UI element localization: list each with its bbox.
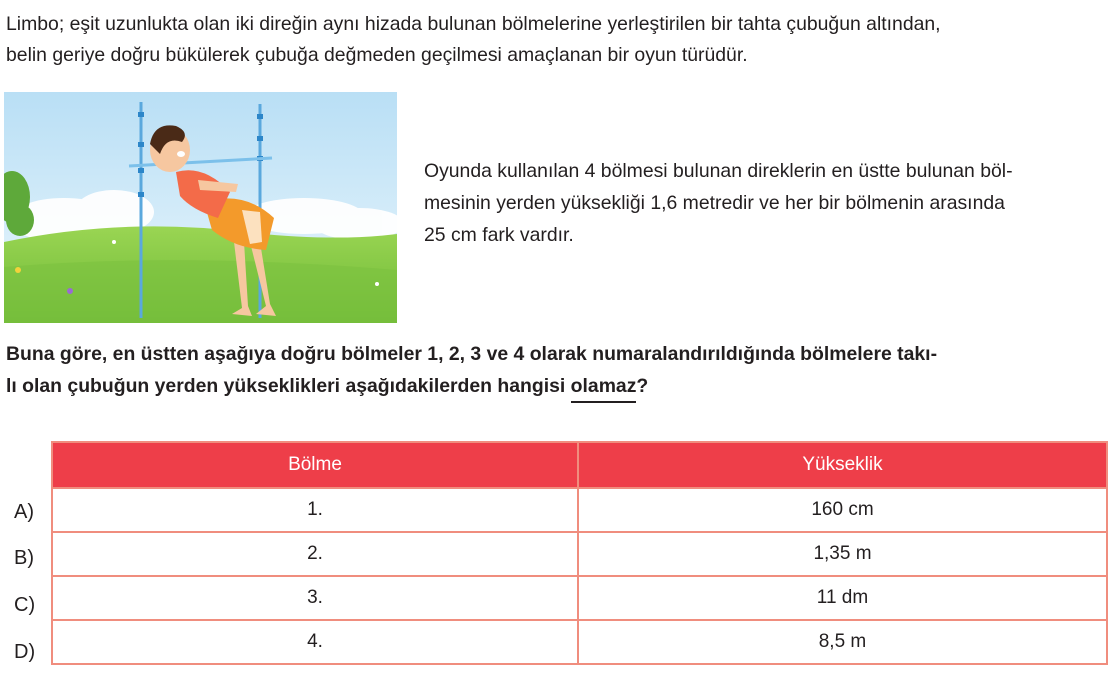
underlined-keyword: olamaz bbox=[571, 374, 637, 403]
description-line: 25 cm fark vardır. bbox=[424, 224, 574, 246]
question-mark: ? bbox=[636, 374, 649, 397]
intro-text bbox=[6, 9, 1110, 71]
height-cell: 1,35 m bbox=[578, 532, 1107, 576]
limbo-scene-image bbox=[4, 92, 397, 323]
table-header-row bbox=[52, 442, 1107, 488]
compartment-cell: 2. bbox=[52, 532, 578, 576]
intro-line: belin geriye doğru bükülerek çubuğa değmeden geçilmesi amaçlanan bir oyun türüdür. bbox=[6, 44, 748, 66]
option-a-label[interactable]: A) bbox=[14, 501, 34, 523]
table-row bbox=[52, 488, 1107, 532]
description-line: Oyunda kullanılan 4 bölmesi bulunan direklerin en üstte bulunan böl- bbox=[424, 160, 1013, 182]
table-row bbox=[52, 576, 1107, 620]
problem-description bbox=[424, 155, 1114, 251]
option-b-label[interactable]: B) bbox=[14, 547, 34, 569]
option-d-label[interactable]: D) bbox=[14, 641, 36, 663]
compartment-cell: 4. bbox=[52, 620, 578, 664]
question-line: Buna göre, en üstten aşağıya doğru bölmeler 1, 2, 3 ve 4 olarak numaralandırıldığında bölmelere takı- bbox=[6, 343, 938, 365]
answer-table bbox=[51, 441, 1108, 665]
height-cell: 11 dm bbox=[578, 576, 1107, 620]
table-row bbox=[52, 532, 1107, 576]
height-cell: 8,5 m bbox=[578, 620, 1107, 664]
compartment-cell: 1. bbox=[52, 488, 578, 532]
option-c-label[interactable]: C) bbox=[14, 594, 36, 616]
header-height: Yükseklik bbox=[578, 442, 1107, 488]
header-compartment: Bölme bbox=[52, 442, 578, 488]
description-line: mesinin yerden yüksekliği 1,6 metredir ve her bir bölmenin arasında bbox=[424, 192, 1005, 214]
height-cell: 160 cm bbox=[578, 488, 1107, 532]
compartment-cell: 3. bbox=[52, 576, 578, 620]
question-line: lı olan çubuğun yerden yükseklikleri aşağıdakilerden hangisi bbox=[6, 374, 571, 397]
intro-line: Limbo; eşit uzunlukta olan iki direğin aynı hizada bulunan bölmelerine yerleştirilen bir tahta çubuğun altından, bbox=[6, 13, 941, 35]
limbo-illustration bbox=[4, 92, 397, 323]
table-row bbox=[52, 620, 1107, 664]
question-text bbox=[6, 339, 1110, 403]
